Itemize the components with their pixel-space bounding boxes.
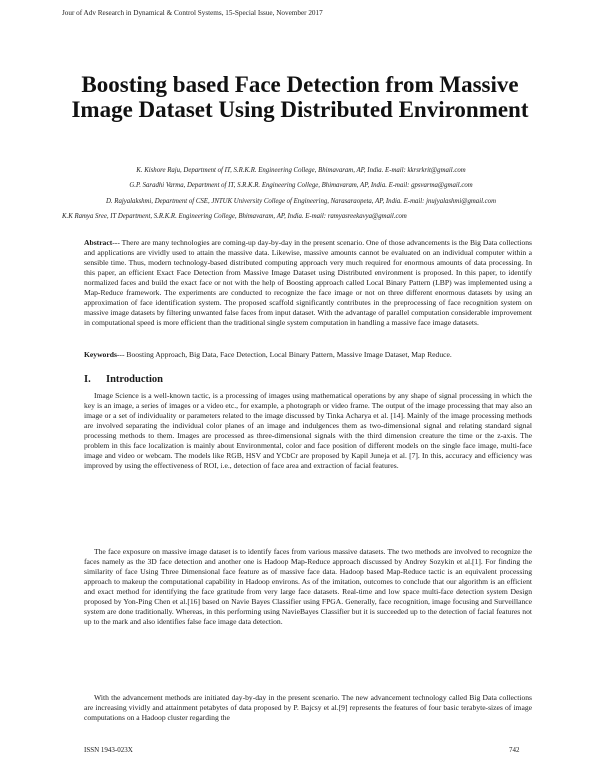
keywords-label: Keywords	[84, 350, 117, 359]
keywords	[84, 350, 532, 360]
paragraph-1: Image Science is a well-known tactic, is a processing of images using mathematical operations by any shape of signal processing in which the key is an image, a series of images or a video etc., for example, a photograph or video frame. The output of the image processing that may also an image or a set of individuality or parameters related to the image discussed by Tinka Acharya et al. [14]. Mainly of the image processing methods are involved separating the individual color planes of an image and indulgences them as two-dimensional signal and relating standard signal processing methods to them. Images are processed as three-dimensional signals with the third dimension creature the time or the z-axis. The problem in this face localization is mainly about Environmental, color and face position of different models on the single face image, multi-face image and video or webcam. The models like RGB, HSV and YCbCr are proposed by Kapil Juneja et al. [7]. In this, accuracy and efficiency was improved by using the effectiveness of ROI, i.e., detection of face area and extraction of facial features.	[84, 391, 532, 471]
abstract-text: --- There are many technologies are coming-up day-by-day in the present scenario. One of those advancements is the Big Data collections and applications are vividly used to attain the massive data. Likewise, massive amounts cannot be evaluated on an individual computer within a sensible time. Thus, modern technology-based distributed computing approach very much required for enormous amounts of data processing. In this paper, an efficient Exact Face Detection from Massive Image Dataset using Distributed environment is proposed. In this paper, to identify normalized faces and build the exact face or not with the help of Boosting approach called Local Binary Pattern (LBP) was implemented using a Map-Reduce framework. The experiments are conducted to recognize the face image or not on three different enormous datasets by using an approximation of face identification system. The proposed scaffold significantly contributes in the preprocessing of face recognition system on massive image datasets by filtering unwanted false faces from input dataset. With the advantage of parallel computation considerable improvement in computational speed is more efficient than the traditional single system computation in handling a massive face image datasets.	[84, 238, 532, 328]
author-2: G.P. Saradhi Varma, Department of IT, S.R.K.R. Engineering College, Bhimavaram, AP, India. E-mail: gpsvarma@gmail.com	[129, 182, 473, 190]
footer-page-number: 742	[509, 746, 520, 754]
section-heading	[84, 374, 163, 385]
author-4: K.K Ramya Sree, IT Department, S.R.K.R. Engineering College, Bhimavaram, AP, India. E-mail: ramyasreekavya@gmail.com	[62, 213, 407, 221]
abstract	[84, 238, 532, 328]
paper-title: Boosting based Face Detection from Massive Image Dataset Using Distributed Environment	[71, 72, 529, 122]
author-block	[62, 166, 540, 222]
running-head: Jour of Adv Research in Dynamical & Control Systems, 15-Special Issue, November 2017	[62, 9, 323, 17]
section-title: Introduction	[106, 374, 163, 385]
author-1: K. Kishore Raju, Department of IT, S.R.K.R. Engineering College, Bhimavaram, AP, India. E-mail: kkrsrkrit@gmail.com	[136, 167, 466, 174]
author-3: D. Rajyalakshmi, Department of CSE, JNTUK University College of Engineering, Narasaraopeta, AP, India. E-mail: jnujyalashmi@gmail.com	[106, 197, 496, 205]
abstract-label: Abstract	[84, 238, 113, 247]
paragraph-3: With the advancement methods are initiated day-by-day in the present scenario. The new advancement technology called Big Data collections are increasing vividly and attainment petabytes of data proposed by P. Bajcsy et al.[9] represents the features of four basic terabyte-sizes of image computations on a Hadoop cluster regarding the	[84, 693, 532, 723]
footer-issn: ISSN 1943-023X	[84, 746, 133, 754]
keywords-text: --- Boosting Approach, Big Data, Face Detection, Local Binary Pattern, Massive Image Dataset, Map Reduce.	[116, 350, 452, 359]
section-number: I.	[84, 374, 91, 385]
paragraph-2: The face exposure on massive image dataset is to identify faces from various massive datasets. The two methods are involved to recognize the faces namely as the 3D face detection and another one is Hadoop Map-Reduce approach discussed by Andrey Sozykin et al.[1]. For finding the similarity of face Using Three Dimensional face feature as of massive face data. Hadoop based Map-Reduce tactic is an equivalent processing approach to makeup the computational capability in Hadoop environs. As of the imitation, outcomes to conclude that our algorithm is an efficient and exact method for identifying the face gratitude from very large face datasets. Real-time and low space multi-face detection system Design proposed by Yon-Ping Chen et al.[16] based on Navie Bayes Classifier using FPGA. Generally, face recognition, image focusing and Surveillance system are done traditionally. Whereas, in this performing using NavieBayes Classifier but it is succeeded up to the detection of facial features not up to the mark and also identifies false face image data detection.	[84, 547, 532, 627]
